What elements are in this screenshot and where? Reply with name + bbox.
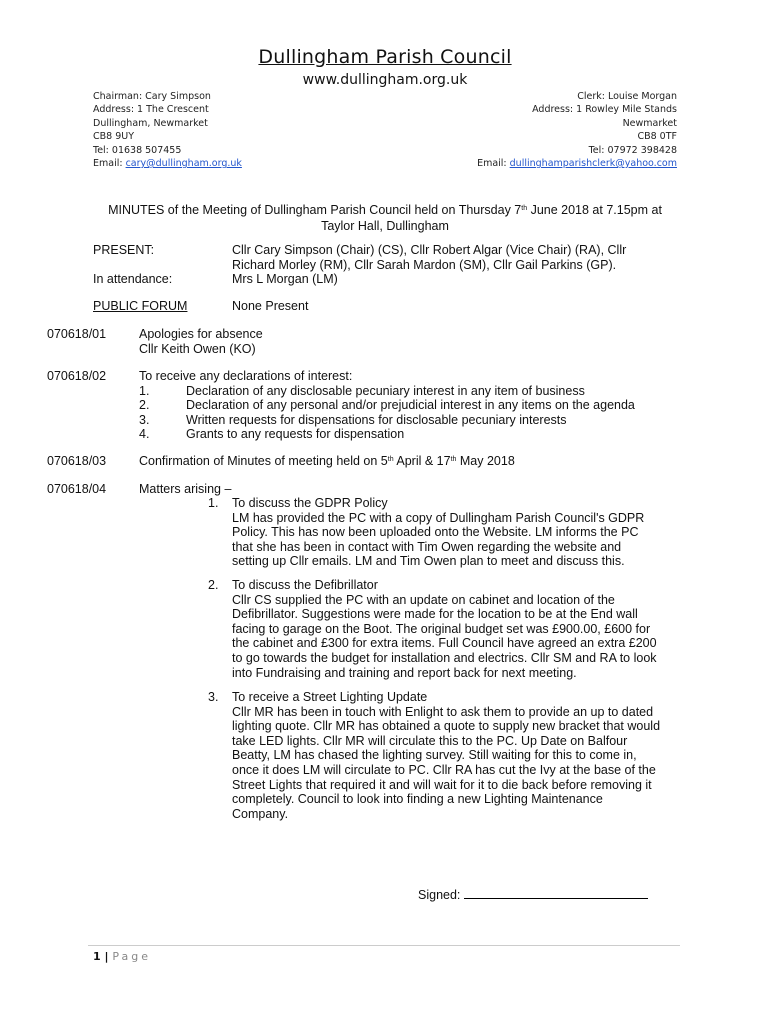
list-item xyxy=(139,427,679,442)
item-03-text-b: April & 17 xyxy=(393,454,451,468)
matters-sub-1 xyxy=(208,496,672,569)
item-01 xyxy=(139,327,263,356)
page-number: 1 xyxy=(93,950,101,963)
paragraph-line: Beatty, LM has chased the lighting survey. Still waiting for this to come in, xyxy=(232,748,637,763)
paragraph-line: once it does LM will circulate to PC. Cllr RA has cut the Ivy at the base of the xyxy=(232,762,656,777)
list-item-number: 4. xyxy=(139,427,150,442)
matters-sub-3-heading xyxy=(208,690,672,705)
minutes-text-b: June 2018 at 7.15pm at xyxy=(527,203,662,217)
item-01-title: Apologies for absence xyxy=(139,327,263,341)
present-label: PRESENT: xyxy=(93,243,155,257)
present-line-2: Richard Morley (RM), Cllr Sarah Mardon (SM), Cllr Gail Parkins (GP). xyxy=(232,257,617,272)
matters-sub-1-heading-text: To discuss the GDPR Policy xyxy=(232,496,388,510)
clerk-address: Address: 1 Rowley Mile Stands xyxy=(532,104,677,116)
item-03-sup-b: th xyxy=(450,456,457,463)
item-03-sup-a: th xyxy=(387,456,394,463)
paragraph-line: Company. xyxy=(232,806,289,821)
chairman-email-label: Email: xyxy=(93,158,126,170)
present-list xyxy=(232,243,682,287)
clerk-contact-block xyxy=(477,90,677,170)
website-url: www.dullingham.org.uk xyxy=(302,72,468,88)
matters-sub-1-number: 1. xyxy=(208,496,219,510)
item-02 xyxy=(139,369,679,442)
public-forum-label: PUBLIC FORUM xyxy=(93,299,188,313)
paragraph-line: the cabinet and £300 for extra items. Full Council have agreed an extra £200 xyxy=(232,636,657,651)
list-item-number: 1. xyxy=(139,383,150,398)
present-line-1: Cllr Cary Simpson (Chair) (CS), Cllr Robert Algar (Vice Chair) (RA), Cllr xyxy=(232,243,627,257)
item-03-text-a: Confirmation of Minutes of meeting held on 5 xyxy=(139,454,388,468)
clerk-email-row xyxy=(477,157,677,170)
page-label: Page xyxy=(112,950,151,963)
council-title: Dullingham Parish Council xyxy=(258,46,512,68)
attendance-value: Mrs L Morgan (LM) xyxy=(232,272,338,287)
paragraph-line: Cllr MR has been in touch with Enlight to ask them to provide an up to dated xyxy=(232,704,654,719)
chairman-tel: Tel: 01638 507455 xyxy=(93,144,182,156)
chairman-name: Chairman: Cary Simpson xyxy=(93,91,211,102)
paragraph-line: Cllr CS supplied the PC with an update on cabinet and location of the xyxy=(232,592,615,607)
clerk-town: Newmarket xyxy=(622,117,677,129)
chairman-email-link[interactable]: cary@dullingham.org.uk xyxy=(125,158,242,170)
clerk-email-link[interactable]: dullinghamparishclerk@yahoo.com xyxy=(509,158,677,170)
list-item-text: Declaration of any personal and/or prejudicial interest in any items on the agenda xyxy=(186,398,635,413)
list-item xyxy=(139,413,679,428)
minutes-heading-line2: Taylor Hall, Dullingham xyxy=(321,219,449,233)
declarations-list xyxy=(139,384,679,442)
paragraph-line: into Fundraising and training and report back for next meeting. xyxy=(232,665,577,680)
page-footer xyxy=(93,950,151,963)
paragraph-line: lighting quote. Cllr MR has obtained a quote to supply new bracket that would xyxy=(232,719,661,734)
list-item-text: Declaration of any disclosable pecuniary interest in any item of business xyxy=(186,383,585,398)
matters-sub-3 xyxy=(208,690,672,821)
paragraph-line: to go towards the budget for installation and electrics. Cllr SM and RA to look xyxy=(232,650,657,665)
paragraph-line: Defibrillator. Suggestions were made for the location to be at the End wall xyxy=(232,607,638,622)
paragraph-line: facing to garage on the Boot. The original budget set was £900.00, £600 for xyxy=(232,621,651,636)
list-item-text: Written requests for dispensations for disclosable pecuniary interests xyxy=(186,412,567,427)
chairman-address: Address: 1 The Crescent xyxy=(93,104,209,116)
clerk-name: Clerk: Louise Morgan xyxy=(577,91,677,102)
paragraph-line: Street Lights that required it and will wait for it to die back before removing it xyxy=(232,777,652,792)
attendance-label: In attendance: xyxy=(93,272,173,286)
signature-label: Signed: xyxy=(418,888,461,902)
item-ref-03: 070618/03 xyxy=(47,454,107,468)
footer-divider xyxy=(88,945,680,946)
minutes-heading xyxy=(80,202,690,234)
public-forum-value: None Present xyxy=(232,299,309,313)
item-ref-02: 070618/02 xyxy=(47,369,107,383)
paragraph-line: take LED lights. Cllr MR will circulate this to the PC. Up Date on Balfour xyxy=(232,733,628,748)
list-item-number: 2. xyxy=(139,398,150,413)
chairman-contact-block xyxy=(93,90,242,170)
clerk-postcode: CB8 0TF xyxy=(637,131,677,143)
clerk-tel: Tel: 07972 398428 xyxy=(588,144,677,156)
matters-sub-1-heading xyxy=(208,496,672,511)
item-03 xyxy=(139,454,515,469)
matters-sub-2-heading-text: To discuss the Defibrillator xyxy=(232,578,378,592)
chairman-postcode: CB8 9UY xyxy=(93,131,135,143)
list-item-text: Grants to any requests for dispensation xyxy=(186,427,405,442)
paragraph-line: LM has provided the PC with a copy of Dullingham Parish Council's GDPR xyxy=(232,510,645,525)
minutes-text-a: MINUTES of the Meeting of Dullingham Parish Council held on Thursday 7 xyxy=(108,203,522,217)
list-item xyxy=(139,398,679,413)
paragraph-line: Policy. This has now been uploaded onto the Website. LM informs the PC xyxy=(232,525,639,540)
list-item xyxy=(139,384,679,399)
item-04-title: Matters arising – xyxy=(139,482,232,496)
page-separator: | xyxy=(100,950,113,963)
paragraph-line: setting up Cllr emails. LM and Tim Owen plan to meet and discuss this. xyxy=(232,554,625,569)
matters-sub-2 xyxy=(208,578,672,680)
item-03-text-c: May 2018 xyxy=(456,454,515,468)
chairman-email-row xyxy=(93,157,242,170)
minutes-sup: th xyxy=(521,205,528,212)
matters-sub-2-number: 2. xyxy=(208,578,219,592)
matters-sub-3-number: 3. xyxy=(208,690,219,704)
paragraph-line: that she has been in contact with Tim Owen regarding the website and xyxy=(232,539,622,554)
signature-block xyxy=(418,887,648,903)
item-01-sub: Cllr Keith Owen (KO) xyxy=(139,341,256,356)
item-02-title: To receive any declarations of interest: xyxy=(139,369,353,383)
list-item-number: 3. xyxy=(139,412,150,427)
item-ref-04: 070618/04 xyxy=(47,482,107,496)
minutes-heading-line1 xyxy=(80,202,690,218)
matters-sub-3-heading-text: To receive a Street Lighting Update xyxy=(232,690,428,704)
clerk-email-label: Email: xyxy=(477,158,510,170)
item-ref-01: 070618/01 xyxy=(47,327,107,341)
matters-sub-2-heading xyxy=(208,578,672,593)
chairman-town: Dullingham, Newmarket xyxy=(93,117,208,129)
signature-line xyxy=(464,887,648,899)
paragraph-line: completely. Council to look into finding a new Lighting Maintenance xyxy=(232,792,603,807)
